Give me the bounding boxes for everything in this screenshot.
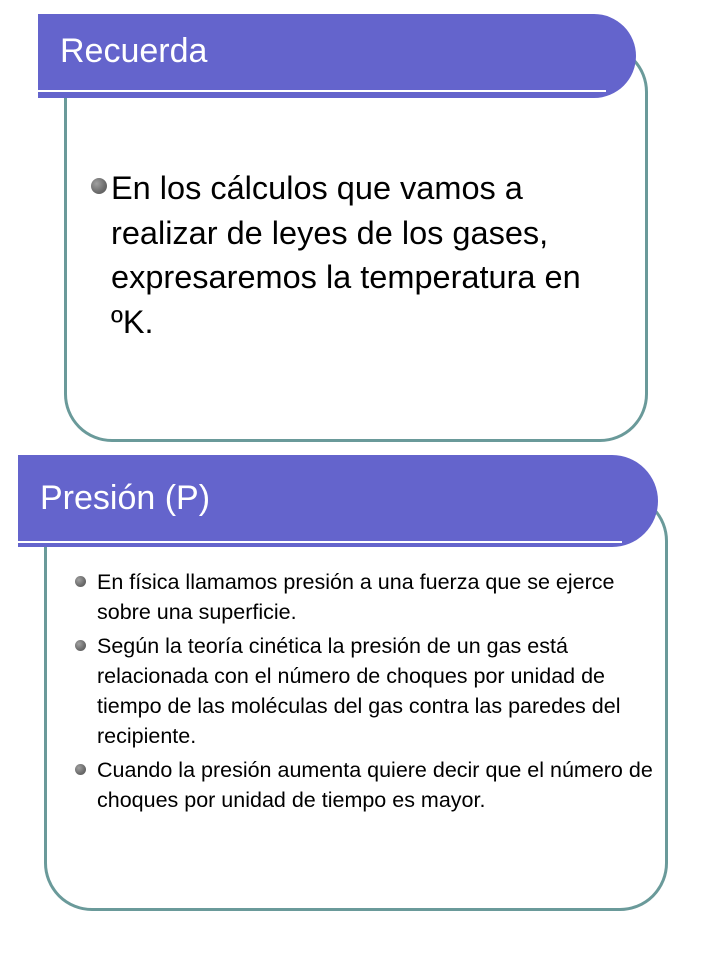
bullet-icon [75, 640, 86, 651]
bullet-item [97, 567, 657, 627]
bullet-list [97, 567, 657, 819]
bullet-icon [75, 764, 86, 775]
title-underline [18, 541, 622, 543]
bullet-text: Según la teoría cinética la presión de un gas está relacionada con el número de choques por unidad de tiempo de las moléculas del gas contra las paredes del recipiente. [97, 634, 621, 748]
bullet-text: En física llamamos presión a una fuerza que se ejerce sobre una superficie. [97, 570, 615, 624]
bullet-icon [91, 178, 107, 194]
bullet-icon [75, 576, 86, 587]
bullet-item [97, 631, 657, 751]
slide-presion [0, 455, 720, 960]
title-underline [38, 90, 606, 92]
slide-title: Recuerda [60, 32, 208, 70]
bullet-list [111, 166, 631, 344]
bullet-item [97, 755, 657, 815]
bullet-text: Cuando la presión aumenta quiere decir que el número de choques por unidad de tiempo es mayor. [97, 758, 653, 812]
slide-title: Presión (P) [40, 479, 211, 517]
bullet-item [111, 166, 631, 344]
bullet-text: En los cálculos que vamos a realizar de leyes de los gases, expresaremos la temperatura en ºK. [111, 170, 581, 340]
slide-recuerda [0, 0, 720, 450]
